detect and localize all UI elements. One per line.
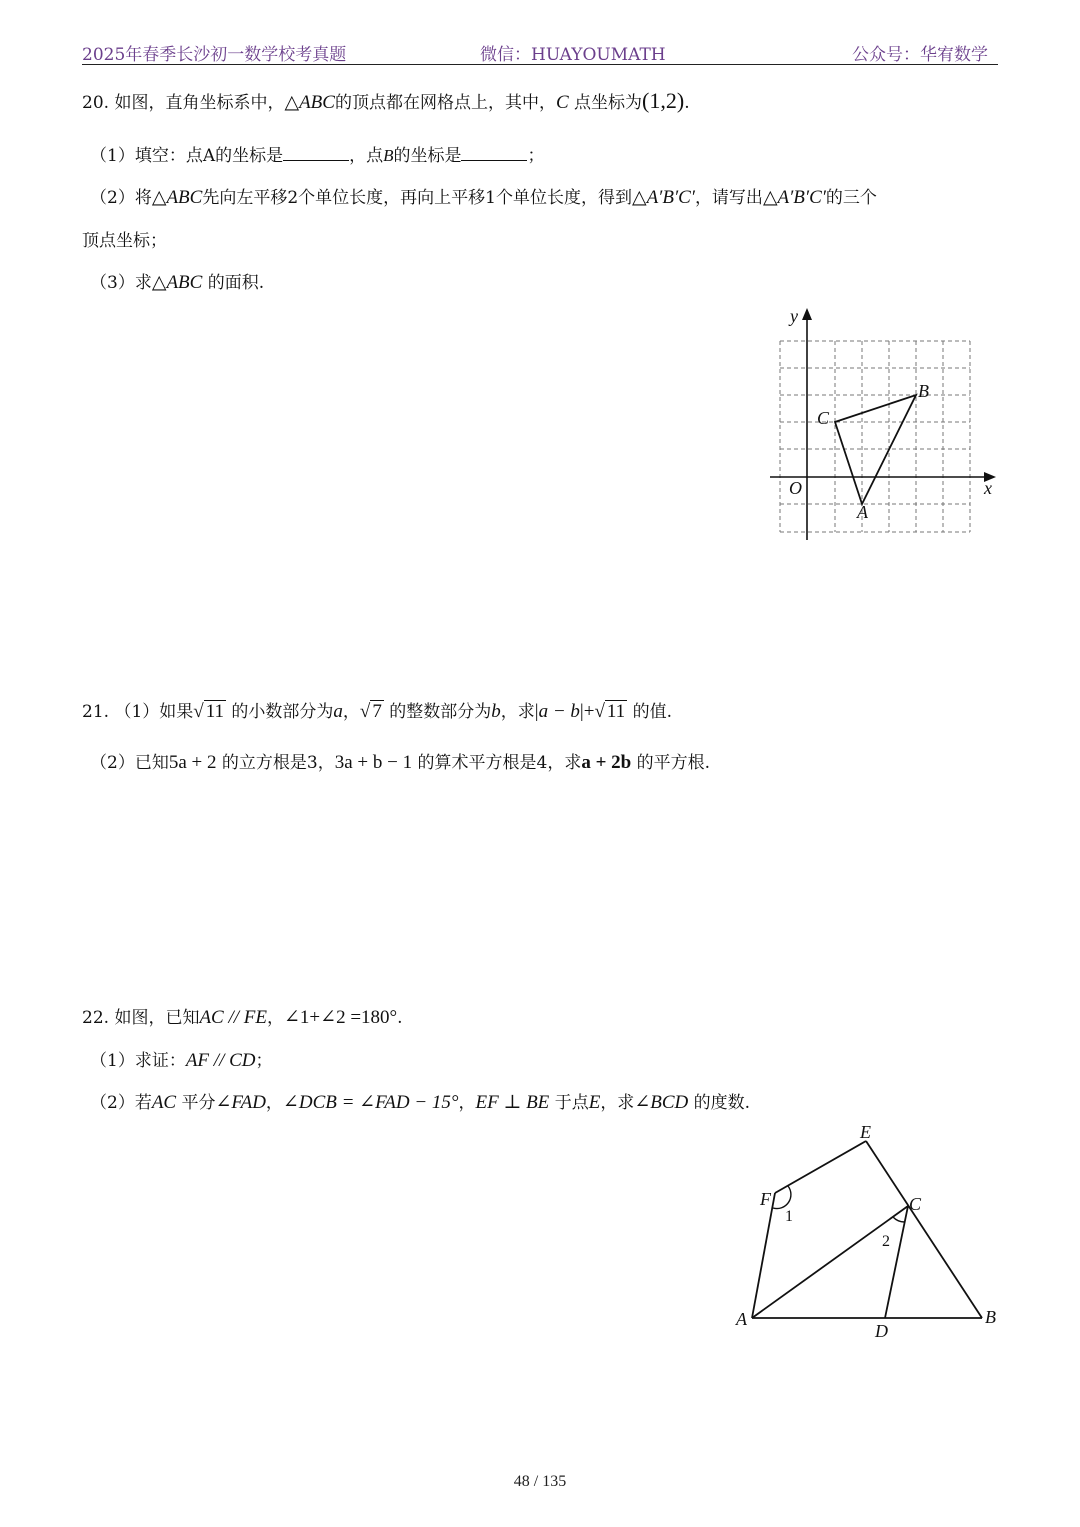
- q21-text: ，求: [500, 702, 535, 722]
- answer-blank[interactable]: [461, 146, 527, 161]
- q20-part2-text: ，请写出: [694, 188, 763, 208]
- label-d: D: [875, 1321, 888, 1341]
- grid-lines: [780, 341, 970, 532]
- x-axis-label: x: [984, 478, 992, 498]
- point-e: E: [588, 1092, 601, 1113]
- point-c-label: C: [817, 408, 830, 428]
- angle-2-arc: [893, 1217, 905, 1222]
- q21-part1: 21. （1）如果√ 11 的小数部分为a，√ 7 的整数部分为b，求|a − b|+√ 11 的值.: [82, 701, 672, 722]
- q21-text: 的小数部分为: [231, 702, 334, 722]
- q20-text: 如图，直角坐标系中，: [114, 93, 285, 113]
- point-b-label: B: [918, 381, 929, 401]
- var-a: a: [333, 701, 343, 722]
- label-c: C: [909, 1194, 922, 1214]
- q20-part2-text: （2）将: [90, 188, 152, 208]
- q20-part1-text: ；: [527, 146, 545, 166]
- segment-cd: [885, 1206, 908, 1318]
- q22-text: （2）若: [90, 1093, 152, 1113]
- q20-number: 20.: [82, 93, 110, 113]
- page-number: 48 / 135: [513, 1473, 567, 1490]
- q22-text: 如图，已知: [114, 1008, 200, 1028]
- coordinate-grid-figure: [760, 300, 1010, 550]
- perpendicular-ef-be: EF ⊥ BE: [475, 1092, 550, 1113]
- q20-part3-text: （3）求: [90, 273, 152, 293]
- q20-part3-text: 的面积.: [207, 273, 265, 293]
- sqrt-7: 7: [372, 701, 382, 722]
- sqrt-11: 11: [205, 701, 225, 722]
- q22-text: 平分: [181, 1093, 216, 1113]
- parallel-af-cd: AF // CD: [185, 1050, 256, 1071]
- q22-text: ；: [255, 1051, 273, 1071]
- segment-fe: [775, 1141, 866, 1193]
- q20-triangle-image: △A′B′C′: [631, 187, 695, 208]
- q22-text: （1）求证：: [90, 1051, 186, 1071]
- q20-part1-text: （1）填空：点A的坐标是: [90, 146, 284, 166]
- q22-text: ，求: [600, 1093, 635, 1113]
- q20-triangle-image: △A′B′C′: [762, 187, 826, 208]
- q21-text: 的整数部分为: [389, 702, 492, 722]
- header-account: 公众号：华宥数学: [852, 45, 988, 65]
- q22-stem: [82, 1003, 403, 1029]
- angle-sum: ∠1+∠2 =180°: [284, 1007, 398, 1028]
- header-title: 2025年春季长沙初一数学校考真题: [82, 45, 347, 65]
- q21-text: 的算术平方根是4，求: [417, 753, 582, 773]
- q20-part3: [90, 268, 264, 294]
- q21-number: 21.: [82, 702, 110, 722]
- q22-text: ，: [267, 1008, 285, 1028]
- q20-part1-text: 的坐标是: [393, 146, 462, 166]
- angle-dcb-relation: ∠DCB = ∠FAD − 15°: [282, 1092, 459, 1113]
- segment-eb: [866, 1141, 982, 1318]
- q22-text: 于点: [554, 1093, 589, 1113]
- header-wechat: 微信：HUAYOUMATH: [480, 45, 666, 65]
- origin-label: O: [789, 478, 802, 498]
- expr-3a-b-1: 3a + b − 1: [334, 752, 413, 773]
- point-a-label: A: [857, 502, 868, 522]
- expr-5a-plus-2: 5a + 2: [168, 752, 217, 773]
- q22-part2: [90, 1088, 750, 1114]
- q22-part1: [90, 1046, 273, 1072]
- var-b: b: [491, 701, 501, 722]
- answer-blank[interactable]: [283, 146, 349, 161]
- label-e: E: [860, 1122, 871, 1142]
- plus-sign: +: [583, 701, 595, 722]
- expr-a-plus-2b: a + 2b: [581, 752, 632, 773]
- label-angle-1: 1: [785, 1208, 793, 1225]
- angle-bcd: ∠BCD: [634, 1092, 689, 1113]
- segment-ac: [752, 1206, 908, 1318]
- q21-text: （1）如果: [114, 702, 194, 722]
- q20-triangle: △ABC: [284, 92, 335, 113]
- q20-text: 的顶点都在网格点上，其中，: [334, 93, 556, 113]
- q20-part2-text: 先向左平移2个单位长度，再向上平移1个单位长度，得到: [202, 188, 632, 208]
- angle-fad: ∠FAD: [215, 1092, 266, 1113]
- q20-part2: [90, 183, 877, 209]
- q20-coordinate: (1,2): [642, 88, 685, 113]
- label-f: F: [760, 1189, 771, 1209]
- q22-text: ，: [458, 1093, 476, 1113]
- q21-text: ，: [342, 702, 360, 722]
- segment-ac: AC: [151, 1092, 177, 1113]
- q20-point-b: B: [383, 146, 394, 165]
- q21-part2: [90, 748, 710, 774]
- q20-part1: [90, 141, 544, 166]
- q22-text: 的度数.: [693, 1093, 751, 1113]
- q21-text: （2）已知: [90, 753, 169, 773]
- q22-text: ，: [265, 1093, 283, 1113]
- q22-text: .: [397, 1008, 403, 1028]
- q20-text: 点坐标为: [574, 93, 643, 113]
- geometry-figure: [730, 1118, 1010, 1348]
- parallel-ac-fe: AC // FE: [199, 1007, 268, 1028]
- abs-expression: a − b: [538, 701, 580, 722]
- q20-part2-cont: 顶点坐标；: [82, 231, 167, 251]
- y-axis-label: y: [790, 306, 798, 326]
- q20-point-c: C: [555, 92, 569, 113]
- q20-stem: 20. 如图，直角坐标系中，△ABC的顶点都在网格点上，其中，C 点坐标为(1,2).: [82, 88, 690, 113]
- q20-part1-text: ，点: [349, 146, 384, 166]
- label-a: A: [736, 1309, 747, 1329]
- q20-triangle: △ABC: [151, 187, 203, 208]
- triangle-abc: [835, 395, 916, 504]
- page-header: [82, 38, 998, 65]
- label-b: B: [985, 1307, 996, 1327]
- y-axis-arrow: [802, 308, 812, 320]
- sqrt-11: 11: [606, 701, 626, 722]
- q20-triangle: △ABC: [151, 272, 203, 293]
- q22-number: 22.: [82, 1008, 110, 1028]
- label-angle-2: 2: [882, 1233, 890, 1250]
- segment-af: [752, 1193, 775, 1318]
- q21-text: 的立方根是3，: [221, 753, 335, 773]
- q20-part2-text: 的三个: [825, 188, 877, 208]
- q21-text: 的平方根.: [636, 753, 711, 773]
- q21-text: 的值.: [632, 702, 672, 722]
